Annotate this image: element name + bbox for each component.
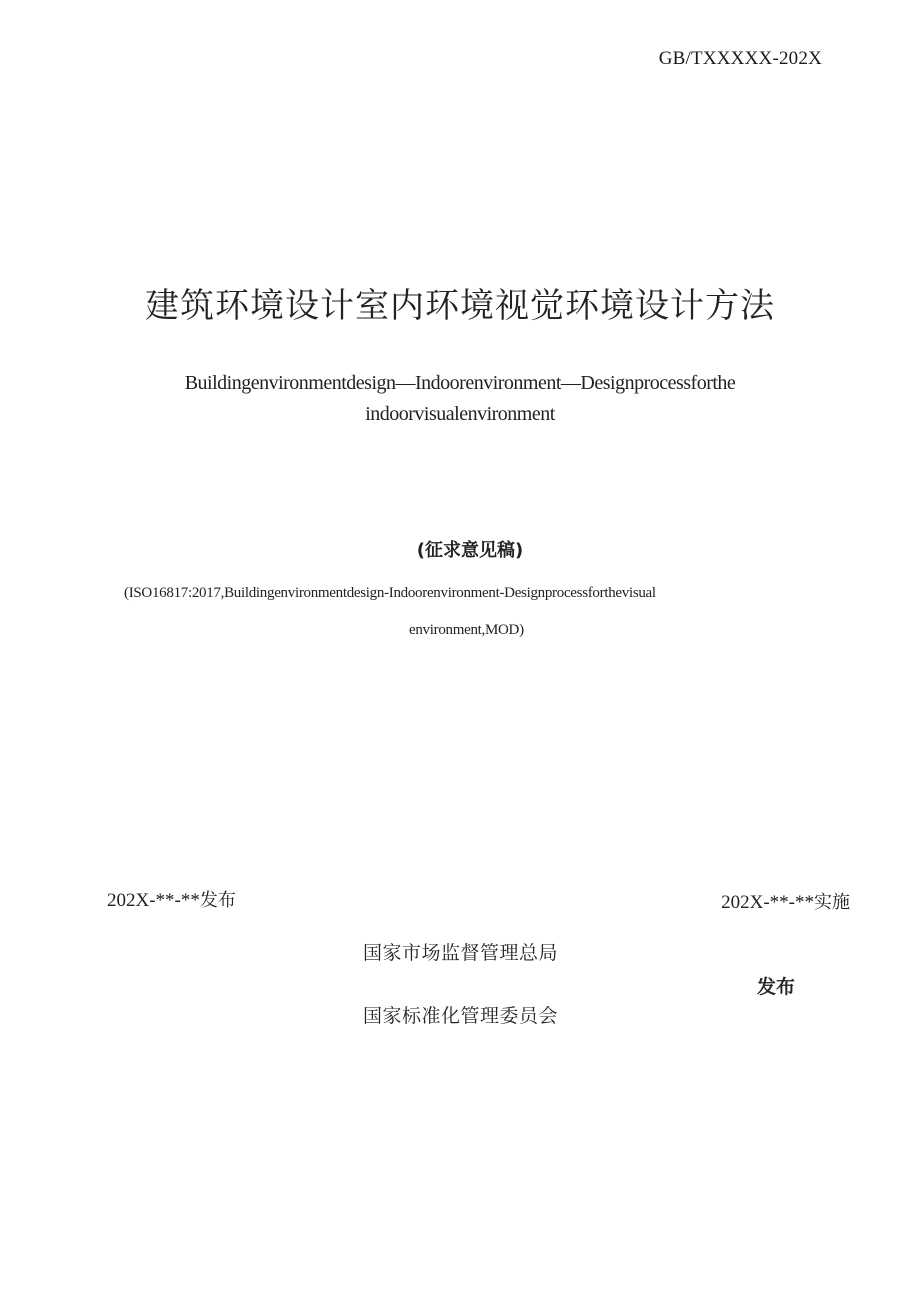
implement-date-suffix: 实施 — [814, 892, 850, 913]
iso-reference-line-2: environment,MOD) — [409, 622, 524, 638]
standard-number: GB/TXXXXX-202X — [658, 48, 822, 69]
english-title-line-2: indoorvisualenvironment — [365, 403, 555, 425]
chinese-title: 建筑环境设计室内环境视觉环境设计方法 — [145, 286, 775, 326]
english-title — [0, 368, 920, 430]
publisher-org-2: 国家标准化管理委员会 — [363, 1005, 559, 1027]
english-title-line-1: Buildingenvironmentdesign—Indoorenvironment—Designprocessforthe — [184, 372, 736, 394]
issue-date-value: 202X-**-** — [107, 890, 200, 911]
iso-reference-line-1: (ISO16817:2017,Buildingenvironmentdesign-Indoorenvironment-Designprocessforthevisual — [124, 585, 656, 601]
implement-date — [721, 888, 850, 914]
publish-label: 发布 — [757, 976, 796, 998]
draft-label: (征求意见稿) — [416, 540, 524, 561]
issue-date — [107, 886, 236, 912]
implement-date-value: 202X-**-** — [721, 892, 814, 913]
issue-date-suffix: 发布 — [199, 890, 236, 911]
publisher-org-1: 国家市场监督管理总局 — [363, 942, 559, 964]
